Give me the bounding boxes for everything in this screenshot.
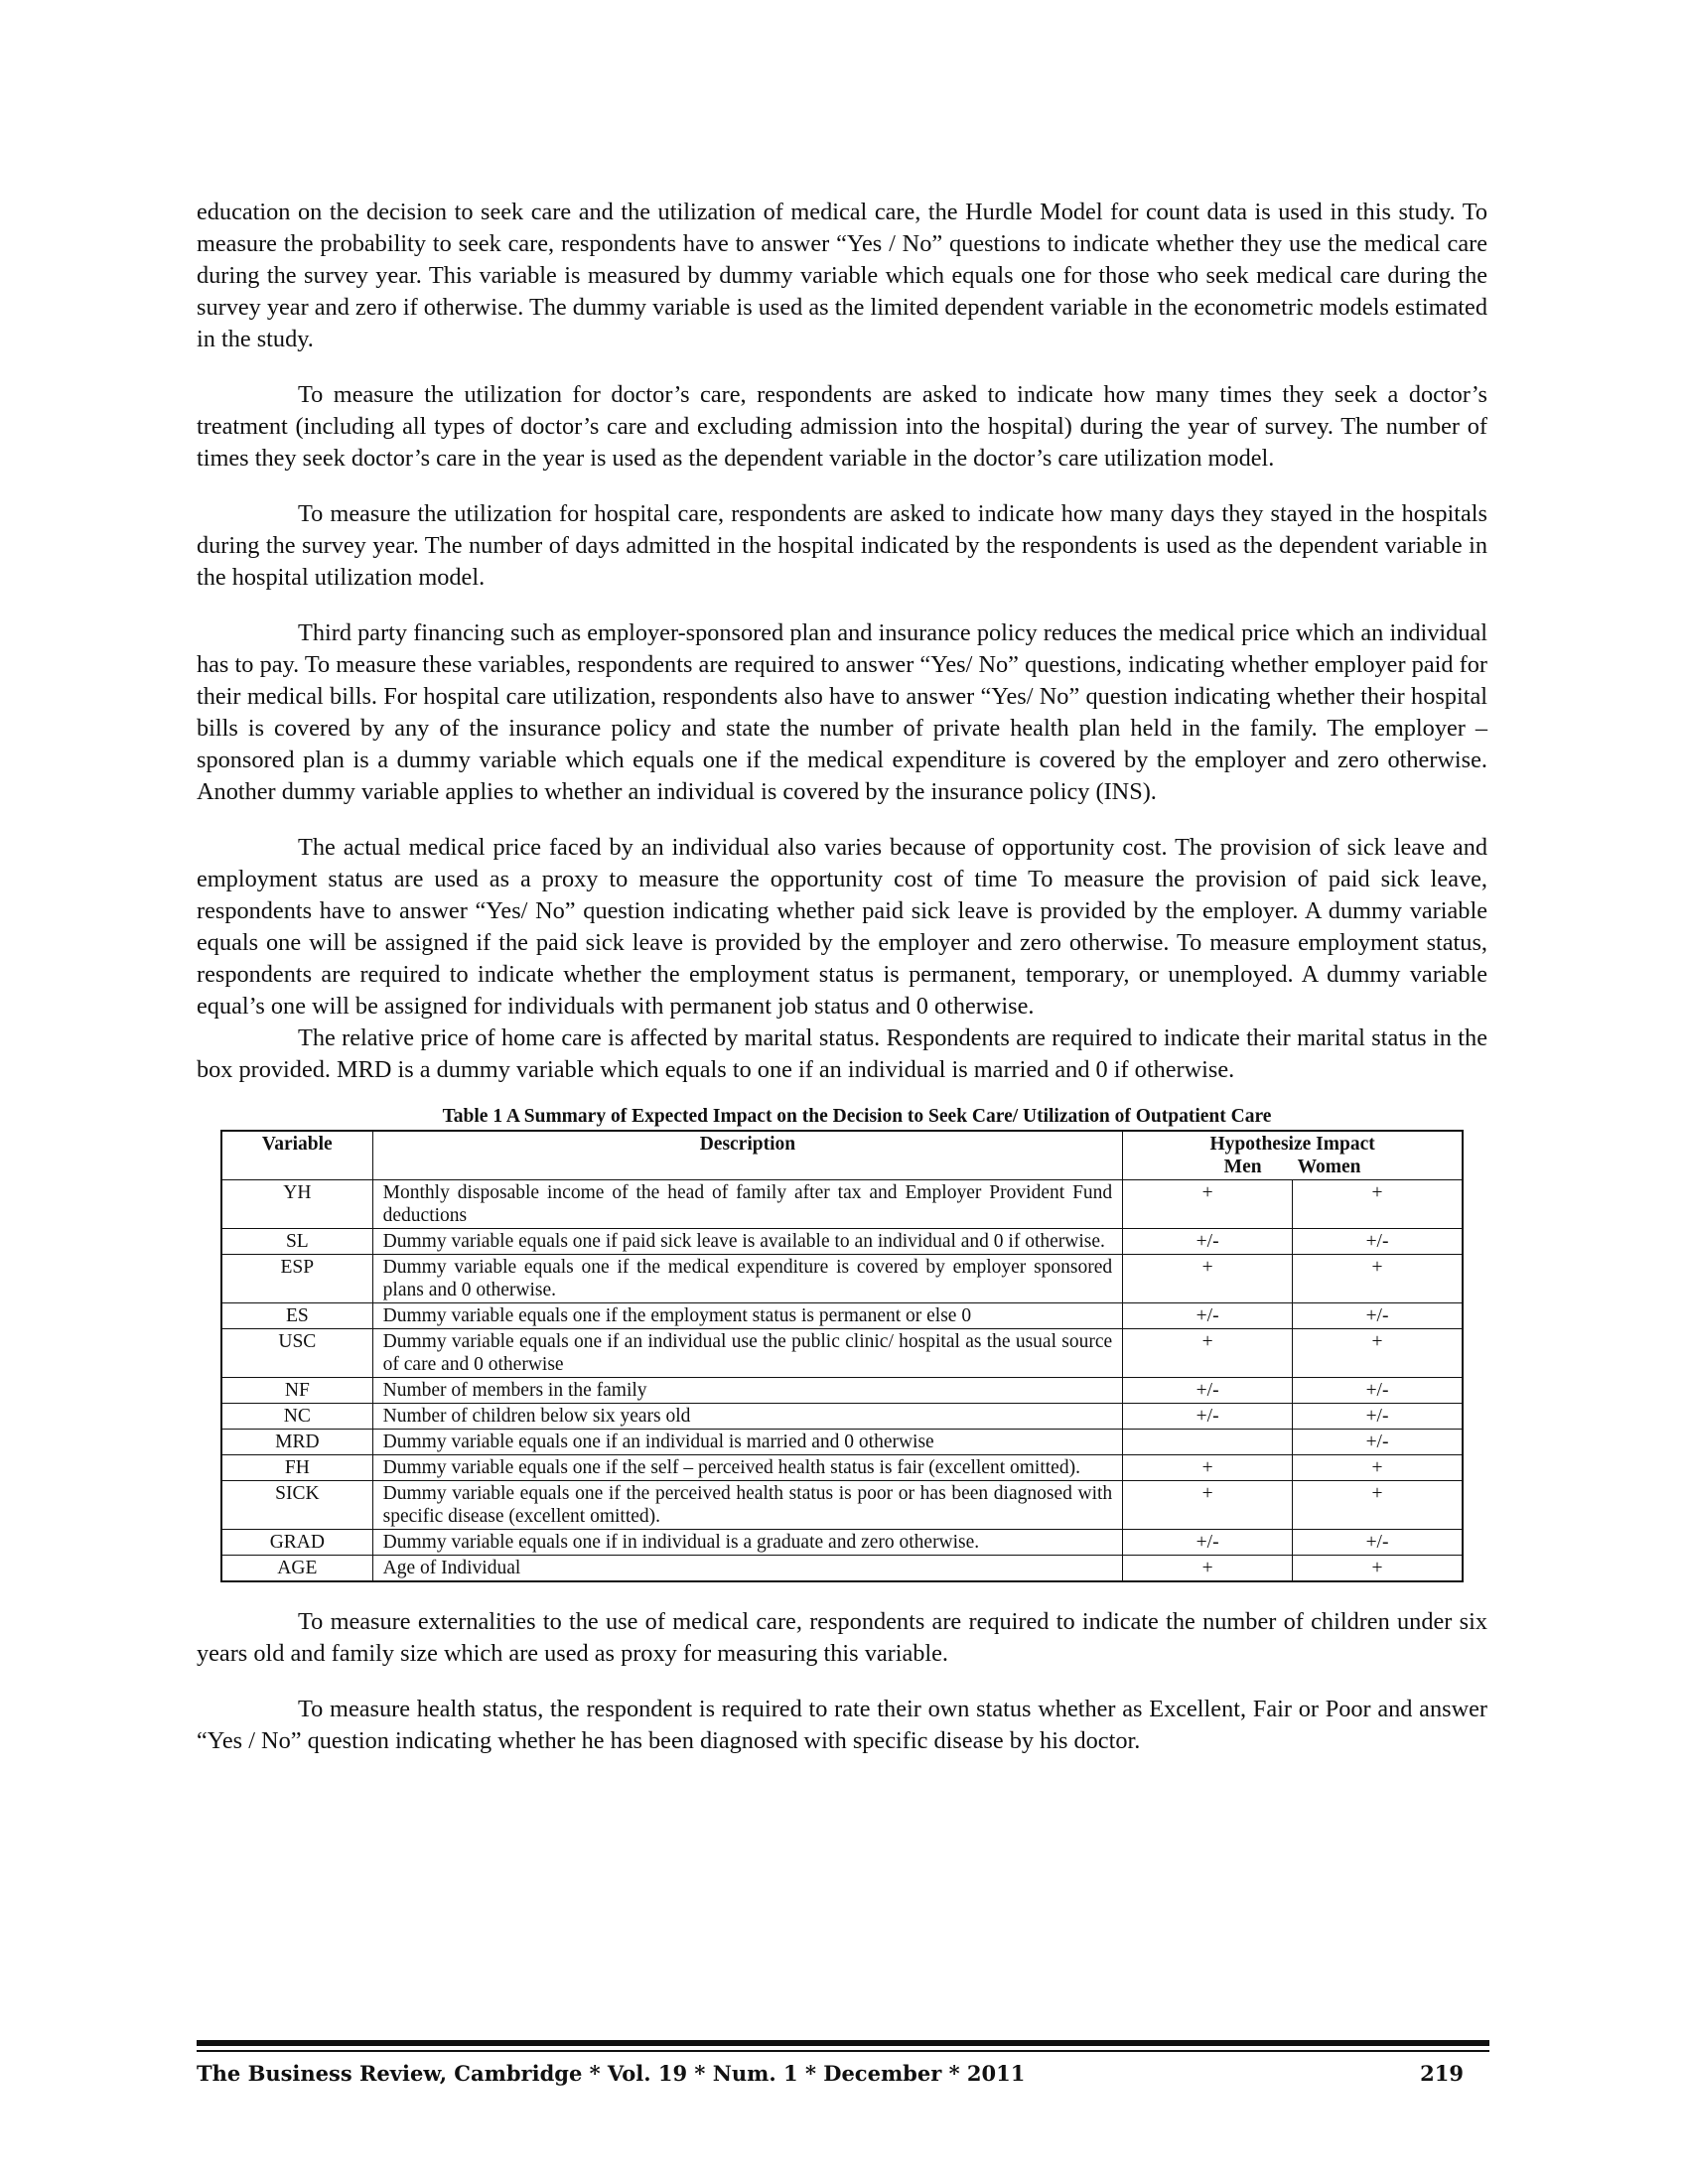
- table-cell-men: +/-: [1123, 1378, 1293, 1404]
- table-cell-women: +/-: [1293, 1229, 1463, 1255]
- table-row: [221, 1229, 1463, 1255]
- paragraph: To measure externalities to the use of medical care, respondents are required to indicate the number of children under six years old and family size which are used as proxy for measuring this variable.: [197, 1608, 1487, 1667]
- table-cell-variable: GRAD: [221, 1530, 372, 1556]
- header-impact-sub: [1133, 1156, 1452, 1178]
- table-cell-women: +: [1293, 1180, 1463, 1229]
- table-cell-variable: NC: [221, 1404, 372, 1430]
- paragraph: The relative price of home care is affected by marital status. Respondents are required to indicate their marital status in the box provided. MRD is a dummy variable which equals to one if an individual is married and 0 if otherwise.: [197, 1024, 1487, 1083]
- table-row: [221, 1430, 1463, 1455]
- table-cell-variable: YH: [221, 1180, 372, 1229]
- table-cell-men: +/-: [1123, 1229, 1293, 1255]
- table-caption: Table 1 A Summary of Expected Impact on the Decision to Seek Care/ Utilization of Outpatient Care: [442, 1106, 1272, 1127]
- table-cell-men: +: [1123, 1481, 1293, 1530]
- summary-table: [220, 1130, 1464, 1582]
- page-number: 219: [1420, 2061, 1464, 2086]
- table-row: [221, 1255, 1463, 1303]
- table-row: [221, 1378, 1463, 1404]
- table-cell-men: +: [1123, 1556, 1293, 1582]
- journal-citation: The Business Review, Cambridge * Vol. 19 * Num. 1 * December * 2011: [197, 2061, 1026, 2086]
- paragraph: To measure the utilization for doctor’s care, respondents are asked to indicate how many times they seek a doctor’s treatment (including all types of doctor’s care and excluding admission into the hospital) during the year of survey. The number of times they seek doctor’s care in the year is used as the dependent variable in the doctor’s care utilization model.: [197, 381, 1487, 472]
- table-cell-women: +/-: [1293, 1378, 1463, 1404]
- table-cell-description: Monthly disposable income of the head of family after tax and Employer Provident Fund deductions: [372, 1180, 1123, 1229]
- table-cell-description: Dummy variable equals one if the employment status is permanent or else 0: [372, 1303, 1123, 1329]
- table-cell-description: Number of members in the family: [372, 1378, 1123, 1404]
- table-cell-women: +/-: [1293, 1530, 1463, 1556]
- table-cell-men: +: [1123, 1329, 1293, 1378]
- paragraph: To measure health status, the respondent is required to rate their own status whether as Excellent, Fair or Poor and answer “Yes / No” question indicating whether he has been diagnosed with specific disease by his doctor.: [197, 1696, 1487, 1754]
- paragraph: Third party financing such as employer-sponsored plan and insurance policy reduces the medical price which an individual has to pay. To measure these variables, respondents are required to answer “Yes/ No” questions, indicating whether employer paid for their medical bills. For hospital care utilization, respondents also have to answer “Yes/ No” question indicating whether their hospital bills is covered by any of the insurance policy and state the number of private health plan held in the family. The employer – sponsored plan is a dummy variable which equals one if the medical expenditure is covered by the employer and zero otherwise. Another dummy variable applies to whether an individual is covered by the insurance policy (INS).: [197, 619, 1487, 805]
- footer-rule-thin: [197, 2050, 1489, 2052]
- table-cell-men: [1123, 1430, 1293, 1455]
- header-women: Women: [1297, 1157, 1361, 1177]
- table-cell-men: +: [1123, 1180, 1293, 1229]
- table-cell-women: +: [1293, 1481, 1463, 1530]
- table-cell-variable: AGE: [221, 1556, 372, 1582]
- table-cell-description: Number of children below six years old: [372, 1404, 1123, 1430]
- footer-rule: [197, 2040, 1489, 2046]
- table-cell-variable: ESP: [221, 1255, 372, 1303]
- table-cell-variable: MRD: [221, 1430, 372, 1455]
- table-cell-description: Dummy variable equals one if the medical expenditure is covered by employer sponsored plans and 0 otherwise.: [372, 1255, 1123, 1303]
- table-row: [221, 1180, 1463, 1229]
- table-row: [221, 1455, 1463, 1481]
- paragraph: To measure the utilization for hospital care, respondents are asked to indicate how many days they stayed in the hospitals during the survey year. The number of days admitted in the hospital indicated by the respondents is used as the dependent variable in the hospital utilization model.: [197, 500, 1487, 591]
- table-cell-description: Dummy variable equals one if the self – perceived health status is fair (excellent omitted).: [372, 1455, 1123, 1481]
- table-row: [221, 1303, 1463, 1329]
- table-cell-men: +: [1123, 1255, 1293, 1303]
- table-cell-description: Dummy variable equals one if in individual is a graduate and zero otherwise.: [372, 1530, 1123, 1556]
- paragraph: The actual medical price faced by an individual also varies because of opportunity cost. The provision of sick leave and employment status are used as a proxy to measure the opportunity cost of time To measure the provision of paid sick leave, respondents have to answer “Yes/ No” question indicating whether paid sick leave is provided by the employer. A dummy variable equals one will be assigned if the paid sick leave is provided by the employer and zero otherwise. To measure employment status, respondents are required to indicate whether the employment status is permanent, temporary, or unemployed. A dummy variable equal’s one will be assigned for individuals with permanent job status and 0 otherwise.: [197, 834, 1487, 1020]
- table-cell-women: +: [1293, 1329, 1463, 1378]
- table-cell-description: Age of Individual: [372, 1556, 1123, 1582]
- paragraph: education on the decision to seek care and the utilization of medical care, the Hurdle Model for count data is used in this study. To measure the probability to seek care, respondents have to answer “Yes / No” questions to indicate whether they use the medical care during the survey year. This variable is measured by dummy variable which equals one for those who seek medical care during the survey year and zero if otherwise. The dummy variable is used as the limited dependent variable in the econometric models estimated in the study.: [197, 199, 1487, 352]
- header-variable: Variable: [221, 1131, 372, 1180]
- table-cell-variable: SL: [221, 1229, 372, 1255]
- table-cell-women: +: [1293, 1255, 1463, 1303]
- table-cell-men: +/-: [1123, 1530, 1293, 1556]
- table-cell-men: +/-: [1123, 1404, 1293, 1430]
- table-row: [221, 1481, 1463, 1530]
- page-footer: [197, 2061, 1464, 2086]
- table-cell-variable: NF: [221, 1378, 372, 1404]
- table-cell-description: Dummy variable equals one if paid sick leave is available to an individual and 0 if otherwise.: [372, 1229, 1123, 1255]
- table-cell-variable: FH: [221, 1455, 372, 1481]
- table-cell-women: +/-: [1293, 1404, 1463, 1430]
- table-cell-description: Dummy variable equals one if an individual use the public clinic/ hospital as the usual source of care and 0 otherwise: [372, 1329, 1123, 1378]
- header-impact-label: Hypothesize Impact: [1209, 1134, 1375, 1155]
- table-cell-variable: USC: [221, 1329, 372, 1378]
- header-description: Description: [372, 1131, 1123, 1180]
- table-cell-description: Dummy variable equals one if the perceived health status is poor or has been diagnosed with specific disease (excellent omitted).: [372, 1481, 1123, 1530]
- header-men: Men: [1223, 1157, 1262, 1177]
- table-cell-women: +/-: [1293, 1303, 1463, 1329]
- page-body: [197, 197, 1487, 1781]
- table-cell-men: +/-: [1123, 1303, 1293, 1329]
- table-cell-variable: SICK: [221, 1481, 372, 1530]
- table-row: [221, 1404, 1463, 1430]
- table-body: [221, 1180, 1463, 1582]
- table-row: [221, 1530, 1463, 1556]
- table-row: [221, 1556, 1463, 1582]
- table-cell-women: +/-: [1293, 1430, 1463, 1455]
- header-impact: [1123, 1131, 1463, 1180]
- table-cell-variable: ES: [221, 1303, 372, 1329]
- table-cell-women: +: [1293, 1556, 1463, 1582]
- table-row: [221, 1329, 1463, 1378]
- table-cell-description: Dummy variable equals one if an individual is married and 0 otherwise: [372, 1430, 1123, 1455]
- table-cell-men: +: [1123, 1455, 1293, 1481]
- table-cell-women: +: [1293, 1455, 1463, 1481]
- table-header-row: [221, 1131, 1463, 1180]
